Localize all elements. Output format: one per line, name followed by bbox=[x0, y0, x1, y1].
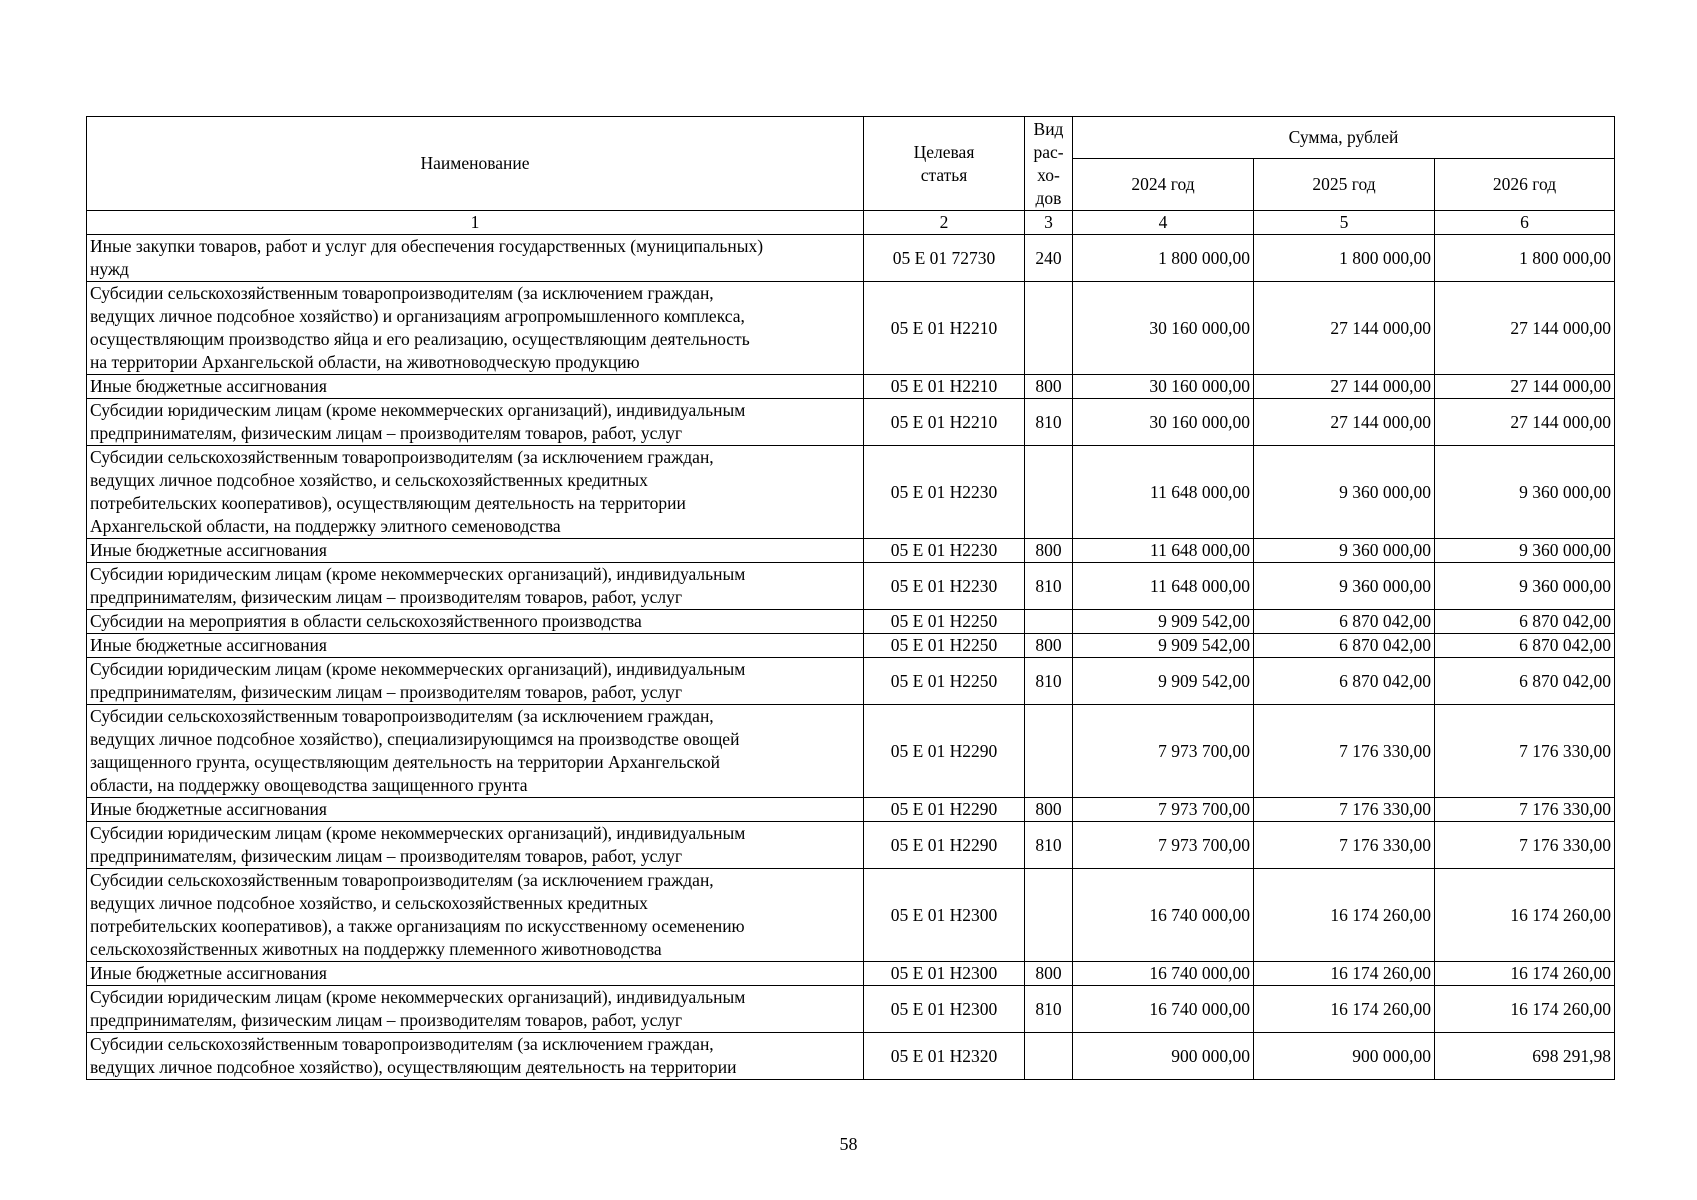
row-sum-2025: 9 360 000,00 bbox=[1254, 563, 1435, 610]
row-target-article: 05 Е 01 Н2230 bbox=[864, 539, 1025, 563]
row-sum-2024: 16 740 000,00 bbox=[1073, 962, 1254, 986]
row-name: Иные бюджетные ассигнования bbox=[87, 375, 864, 399]
row-expense-type bbox=[1025, 282, 1073, 375]
row-name: Иные бюджетные ассигнования bbox=[87, 798, 864, 822]
row-sum-2025: 27 144 000,00 bbox=[1254, 282, 1435, 375]
row-sum-2026: 9 360 000,00 bbox=[1435, 539, 1615, 563]
row-sum-2025: 6 870 042,00 bbox=[1254, 610, 1435, 634]
row-sum-2026: 6 870 042,00 bbox=[1435, 610, 1615, 634]
table-row bbox=[87, 986, 1615, 1033]
row-name: Субсидии сельскохозяйственным товаропроизводителям (за исключением граждан, ведущих личное подсобное хозяйство) и организациям агропромышленного комплекса, осуществляющим производство яйца и его реализацию, осуществляющим деятельность на территории Архангельской области, на животноводческую продукцию bbox=[87, 282, 864, 375]
table-row bbox=[87, 705, 1615, 798]
row-name: Субсидии сельскохозяйственным товаропроизводителям (за исключением граждан, ведущих личное подсобное хозяйство, и сельскохозяйственных кредитных потребительских кооперативов), осуществляющим деятельность на территории Архангельской области, на поддержку элитного семеноводства bbox=[87, 446, 864, 539]
table-row bbox=[87, 1033, 1615, 1080]
row-sum-2025: 7 176 330,00 bbox=[1254, 705, 1435, 798]
row-name: Иные закупки товаров, работ и услуг для обеспечения государственных (муниципальных) нужд bbox=[87, 235, 864, 282]
row-sum-2026: 16 174 260,00 bbox=[1435, 869, 1615, 962]
header-target-article: Целевая статья bbox=[864, 117, 1025, 211]
row-expense-type: 800 bbox=[1025, 634, 1073, 658]
row-target-article: 05 Е 01 72730 bbox=[864, 235, 1025, 282]
table-row bbox=[87, 235, 1615, 282]
row-sum-2025: 27 144 000,00 bbox=[1254, 399, 1435, 446]
row-name: Субсидии юридическим лицам (кроме некоммерческих организаций), индивидуальным предпринимателям, физическим лицам – производителям товаров, работ, услуг bbox=[87, 822, 864, 869]
row-sum-2026: 1 800 000,00 bbox=[1435, 235, 1615, 282]
table-row bbox=[87, 869, 1615, 962]
row-name: Субсидии на мероприятия в области сельскохозяйственного производства bbox=[87, 610, 864, 634]
row-sum-2024: 30 160 000,00 bbox=[1073, 399, 1254, 446]
header-expense-type: Вид рас- хо- дов bbox=[1025, 117, 1073, 211]
row-sum-2025: 7 176 330,00 bbox=[1254, 822, 1435, 869]
header-row-1 bbox=[87, 117, 1615, 159]
row-target-article: 05 Е 01 Н2290 bbox=[864, 798, 1025, 822]
row-sum-2026: 7 176 330,00 bbox=[1435, 798, 1615, 822]
table-row bbox=[87, 610, 1615, 634]
row-name: Субсидии юридическим лицам (кроме некоммерческих организаций), индивидуальным предпринимателям, физическим лицам – производителям товаров, работ, услуг bbox=[87, 563, 864, 610]
column-index: 3 bbox=[1025, 211, 1073, 235]
row-sum-2024: 7 973 700,00 bbox=[1073, 822, 1254, 869]
column-index-row bbox=[87, 211, 1615, 235]
row-sum-2026: 7 176 330,00 bbox=[1435, 822, 1615, 869]
row-target-article: 05 Е 01 Н2210 bbox=[864, 375, 1025, 399]
budget-table bbox=[86, 116, 1615, 1080]
row-sum-2026: 698 291,98 bbox=[1435, 1033, 1615, 1080]
row-name: Иные бюджетные ассигнования bbox=[87, 634, 864, 658]
row-name: Субсидии сельскохозяйственным товаропроизводителям (за исключением граждан, ведущих личное подсобное хозяйство, и сельскохозяйственных кредитных потребительских кооперативов), а также организациям по искусственному осеменению сельскохозяйственных животных на поддержку племенного животноводства bbox=[87, 869, 864, 962]
row-sum-2024: 7 973 700,00 bbox=[1073, 798, 1254, 822]
row-sum-2026: 27 144 000,00 bbox=[1435, 399, 1615, 446]
row-name: Субсидии юридическим лицам (кроме некоммерческих организаций), индивидуальным предпринимателям, физическим лицам – производителям товаров, работ, услуг bbox=[87, 986, 864, 1033]
row-sum-2024: 16 740 000,00 bbox=[1073, 869, 1254, 962]
row-expense-type: 810 bbox=[1025, 986, 1073, 1033]
row-expense-type: 240 bbox=[1025, 235, 1073, 282]
row-sum-2025: 27 144 000,00 bbox=[1254, 375, 1435, 399]
row-sum-2024: 11 648 000,00 bbox=[1073, 563, 1254, 610]
row-sum-2025: 16 174 260,00 bbox=[1254, 962, 1435, 986]
table-row bbox=[87, 446, 1615, 539]
row-target-article: 05 Е 01 Н2300 bbox=[864, 869, 1025, 962]
row-sum-2025: 9 360 000,00 bbox=[1254, 446, 1435, 539]
row-target-article: 05 Е 01 Н2210 bbox=[864, 282, 1025, 375]
row-name: Субсидии юридическим лицам (кроме некоммерческих организаций), индивидуальным предпринимателям, физическим лицам – производителям товаров, работ, услуг bbox=[87, 658, 864, 705]
row-target-article: 05 Е 01 Н2250 bbox=[864, 634, 1025, 658]
row-target-article: 05 Е 01 Н2320 bbox=[864, 1033, 1025, 1080]
row-sum-2026: 9 360 000,00 bbox=[1435, 563, 1615, 610]
header-sum: Сумма, рублей bbox=[1073, 117, 1615, 159]
row-expense-type: 800 bbox=[1025, 962, 1073, 986]
row-target-article: 05 Е 01 Н2230 bbox=[864, 446, 1025, 539]
row-target-article: 05 Е 01 Н2250 bbox=[864, 658, 1025, 705]
row-name: Иные бюджетные ассигнования bbox=[87, 539, 864, 563]
table-body bbox=[87, 211, 1615, 1080]
column-index: 4 bbox=[1073, 211, 1254, 235]
row-name: Субсидии сельскохозяйственным товаропроизводителям (за исключением граждан, ведущих личное подсобное хозяйство), специализирующимся на производстве овощей защищенного грунта, осуществляющим деятельность на территории Архангельской области, на поддержку овощеводства защищенного грунта bbox=[87, 705, 864, 798]
row-sum-2026: 16 174 260,00 bbox=[1435, 962, 1615, 986]
table-row bbox=[87, 399, 1615, 446]
row-sum-2026: 6 870 042,00 bbox=[1435, 634, 1615, 658]
row-target-article: 05 Е 01 Н2230 bbox=[864, 563, 1025, 610]
row-expense-type bbox=[1025, 610, 1073, 634]
row-sum-2024: 30 160 000,00 bbox=[1073, 375, 1254, 399]
row-sum-2024: 9 909 542,00 bbox=[1073, 610, 1254, 634]
row-sum-2025: 1 800 000,00 bbox=[1254, 235, 1435, 282]
row-target-article: 05 Е 01 Н2210 bbox=[864, 399, 1025, 446]
row-expense-type bbox=[1025, 705, 1073, 798]
row-sum-2024: 900 000,00 bbox=[1073, 1033, 1254, 1080]
row-sum-2024: 11 648 000,00 bbox=[1073, 446, 1254, 539]
row-expense-type: 800 bbox=[1025, 539, 1073, 563]
table-row bbox=[87, 282, 1615, 375]
row-sum-2026: 6 870 042,00 bbox=[1435, 658, 1615, 705]
row-sum-2026: 9 360 000,00 bbox=[1435, 446, 1615, 539]
row-name: Иные бюджетные ассигнования bbox=[87, 962, 864, 986]
row-expense-type: 800 bbox=[1025, 375, 1073, 399]
column-index: 6 bbox=[1435, 211, 1615, 235]
page-number: 58 bbox=[839, 1134, 858, 1154]
row-sum-2024: 30 160 000,00 bbox=[1073, 282, 1254, 375]
row-name: Субсидии сельскохозяйственным товаропроизводителям (за исключением граждан, ведущих личное подсобное хозяйство), осуществляющим деятельность на территории bbox=[87, 1033, 864, 1080]
header-year-2024: 2024 год bbox=[1073, 159, 1254, 211]
row-expense-type: 810 bbox=[1025, 563, 1073, 610]
row-expense-type: 810 bbox=[1025, 822, 1073, 869]
table-row bbox=[87, 822, 1615, 869]
table-row bbox=[87, 658, 1615, 705]
row-expense-type: 810 bbox=[1025, 658, 1073, 705]
table-row bbox=[87, 634, 1615, 658]
row-sum-2025: 6 870 042,00 bbox=[1254, 658, 1435, 705]
row-sum-2024: 16 740 000,00 bbox=[1073, 986, 1254, 1033]
row-target-article: 05 Е 01 Н2290 bbox=[864, 822, 1025, 869]
row-target-article: 05 Е 01 Н2250 bbox=[864, 610, 1025, 634]
row-sum-2026: 16 174 260,00 bbox=[1435, 986, 1615, 1033]
row-sum-2025: 7 176 330,00 bbox=[1254, 798, 1435, 822]
table-row bbox=[87, 563, 1615, 610]
header-year-2025: 2025 год bbox=[1254, 159, 1435, 211]
row-expense-type bbox=[1025, 1033, 1073, 1080]
header-name: Наименование bbox=[87, 117, 864, 211]
row-name: Субсидии юридическим лицам (кроме некоммерческих организаций), индивидуальным предпринимателям, физическим лицам – производителям товаров, работ, услуг bbox=[87, 399, 864, 446]
row-sum-2025: 6 870 042,00 bbox=[1254, 634, 1435, 658]
row-sum-2025: 16 174 260,00 bbox=[1254, 986, 1435, 1033]
table-row bbox=[87, 798, 1615, 822]
row-sum-2026: 27 144 000,00 bbox=[1435, 282, 1615, 375]
row-sum-2026: 27 144 000,00 bbox=[1435, 375, 1615, 399]
row-sum-2025: 16 174 260,00 bbox=[1254, 869, 1435, 962]
row-sum-2025: 9 360 000,00 bbox=[1254, 539, 1435, 563]
row-expense-type: 800 bbox=[1025, 798, 1073, 822]
row-sum-2024: 9 909 542,00 bbox=[1073, 634, 1254, 658]
row-sum-2024: 11 648 000,00 bbox=[1073, 539, 1254, 563]
row-expense-type: 810 bbox=[1025, 399, 1073, 446]
row-sum-2025: 900 000,00 bbox=[1254, 1033, 1435, 1080]
row-expense-type bbox=[1025, 446, 1073, 539]
column-index: 1 bbox=[87, 211, 864, 235]
column-index: 2 bbox=[864, 211, 1025, 235]
row-expense-type bbox=[1025, 869, 1073, 962]
header-year-2026: 2026 год bbox=[1435, 159, 1615, 211]
row-target-article: 05 Е 01 Н2300 bbox=[864, 986, 1025, 1033]
row-target-article: 05 Е 01 Н2300 bbox=[864, 962, 1025, 986]
table-row bbox=[87, 539, 1615, 563]
row-sum-2024: 1 800 000,00 bbox=[1073, 235, 1254, 282]
table-row bbox=[87, 375, 1615, 399]
column-index: 5 bbox=[1254, 211, 1435, 235]
table-row bbox=[87, 962, 1615, 986]
row-sum-2024: 9 909 542,00 bbox=[1073, 658, 1254, 705]
row-sum-2024: 7 973 700,00 bbox=[1073, 705, 1254, 798]
row-target-article: 05 Е 01 Н2290 bbox=[864, 705, 1025, 798]
row-sum-2026: 7 176 330,00 bbox=[1435, 705, 1615, 798]
